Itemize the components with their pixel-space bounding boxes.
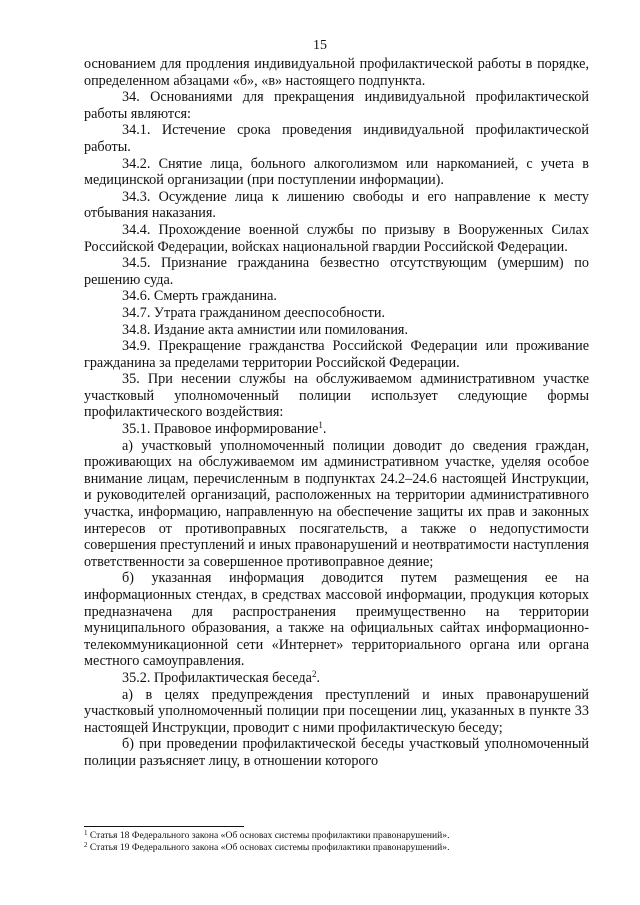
footnote-text: Статья 19 Федерального закона «Об основах системы профилактики правонарушений».	[87, 842, 450, 853]
footnote-text: Статья 18 Федерального закона «Об основах системы профилактики правонарушений».	[87, 830, 450, 841]
footnote-mark: 2	[84, 841, 88, 849]
paragraph-text: 34. Основаниями для прекращения индивидуальной профилактической работы являются:	[84, 89, 589, 122]
paragraph-text: 34.4. Прохождение военной службы по призыву в Вооруженных Силах Российской Федерации, войсках национальной гвардии Российской Федерации.	[84, 221, 589, 255]
paragraph-text: 35.1. Правовое информирование	[122, 421, 319, 438]
paragraph	[84, 322, 589, 339]
paragraph	[84, 421, 589, 438]
paragraph-text: 34.5. Признание гражданина безвестно отсутствующим (умершим) по решению суда.	[84, 255, 589, 288]
paragraph-text: 34.3. Осуждение лица к лишению свободы и его направление к месту отбывания наказания.	[84, 188, 589, 222]
paragraph	[84, 305, 589, 322]
paragraph	[84, 222, 589, 255]
footnote-separator	[84, 826, 244, 827]
footnote	[84, 830, 589, 842]
paragraph	[84, 189, 589, 222]
paragraph-tail: .	[316, 669, 320, 686]
paragraph	[84, 736, 589, 769]
paragraph-text: 34.2. Снятие лица, больного алкоголизмом или наркоманией, с учета в медицинской организации (при поступлении информации).	[84, 155, 589, 189]
paragraph-text: 34.1. Истечение срока проведения индивидуальной профилактической работы.	[84, 122, 589, 155]
paragraph	[84, 438, 589, 571]
paragraph	[84, 122, 589, 155]
footnote-reference[interactable]: 1	[318, 420, 323, 431]
paragraph-text: 35.2. Профилактическая беседа	[122, 669, 312, 686]
paragraph-tail: .	[322, 421, 327, 438]
footnote	[84, 842, 589, 854]
paragraph-text: 34.8. Издание акта амнистии или помилования.	[122, 321, 409, 338]
paragraph-text: 34.9. Прекращение гражданства Российской Федерации или проживание гражданина за пределами территории Российской Федерации.	[84, 338, 589, 371]
paragraph-text: б) при проведении профилактической беседы участковый уполномоченный полиции разъясняет лицу, в отношении которого	[84, 736, 589, 769]
paragraph-text: а) в целях предупреждения преступлений и иных правонарушений участковый уполномоченный полиции при посещении лиц, указанных в пункте 33 настоящей Инструкции, проводит с ними профилактическую беседу;	[84, 686, 589, 736]
paragraph-text: 34.7. Утрата гражданином дееспособности.	[122, 304, 386, 321]
paragraph-text: 35. При несении службы на обслуживаемом административном участке участковый уполномоченный полиции использует следующие формы профилактического воздействия:	[84, 371, 589, 421]
paragraph	[84, 670, 589, 687]
paragraph	[84, 89, 589, 122]
paragraph-text: основанием для продления индивидуальной профилактической работы в порядке, определенном абзацами «б», «в» настоящего подпункта.	[84, 56, 589, 89]
paragraph	[84, 570, 589, 670]
footnote-mark: 1	[84, 829, 88, 837]
paragraph-text: 34.6. Смерть гражданина.	[122, 288, 277, 305]
paragraph-text: а) участковый уполномоченный полиции доводит до сведения граждан, проживающих на обслуживаемом им административном участке, уделяя особое внимание лицам, перечисленным в подпунктах 24.2–24.6 настоящей Инструкции, и руководителей организаций, расположенных на территории административного участка, информацию, направленную на обеспечение защиты их прав и законных интересов от противоправных посягательств, а также о недопустимости совершения преступлений и иных правонарушений и неотвратимости наступления ответственности за совершенное противоправное деяние;	[84, 437, 589, 570]
paragraph	[84, 687, 589, 737]
document-body	[84, 56, 589, 770]
footnote-reference[interactable]: 2	[311, 668, 317, 679]
paragraph	[84, 371, 589, 421]
paragraph	[84, 156, 589, 189]
paragraph	[84, 255, 589, 288]
footnotes	[84, 826, 589, 854]
page-number: 15	[313, 38, 327, 53]
paragraph	[84, 288, 589, 305]
paragraph-text: б) указанная информация доводится путем размещения ее на информационных стендах, в средствах массовой информации, продукция которых предназначена для распространения преимущественно на территории муниципального образования, а также на официальных сайтах информационно-телекоммуникационной сети «Интернет» территориального органа или органа местного самоуправления.	[84, 570, 589, 670]
paragraph	[84, 338, 589, 371]
paragraph	[84, 56, 589, 89]
